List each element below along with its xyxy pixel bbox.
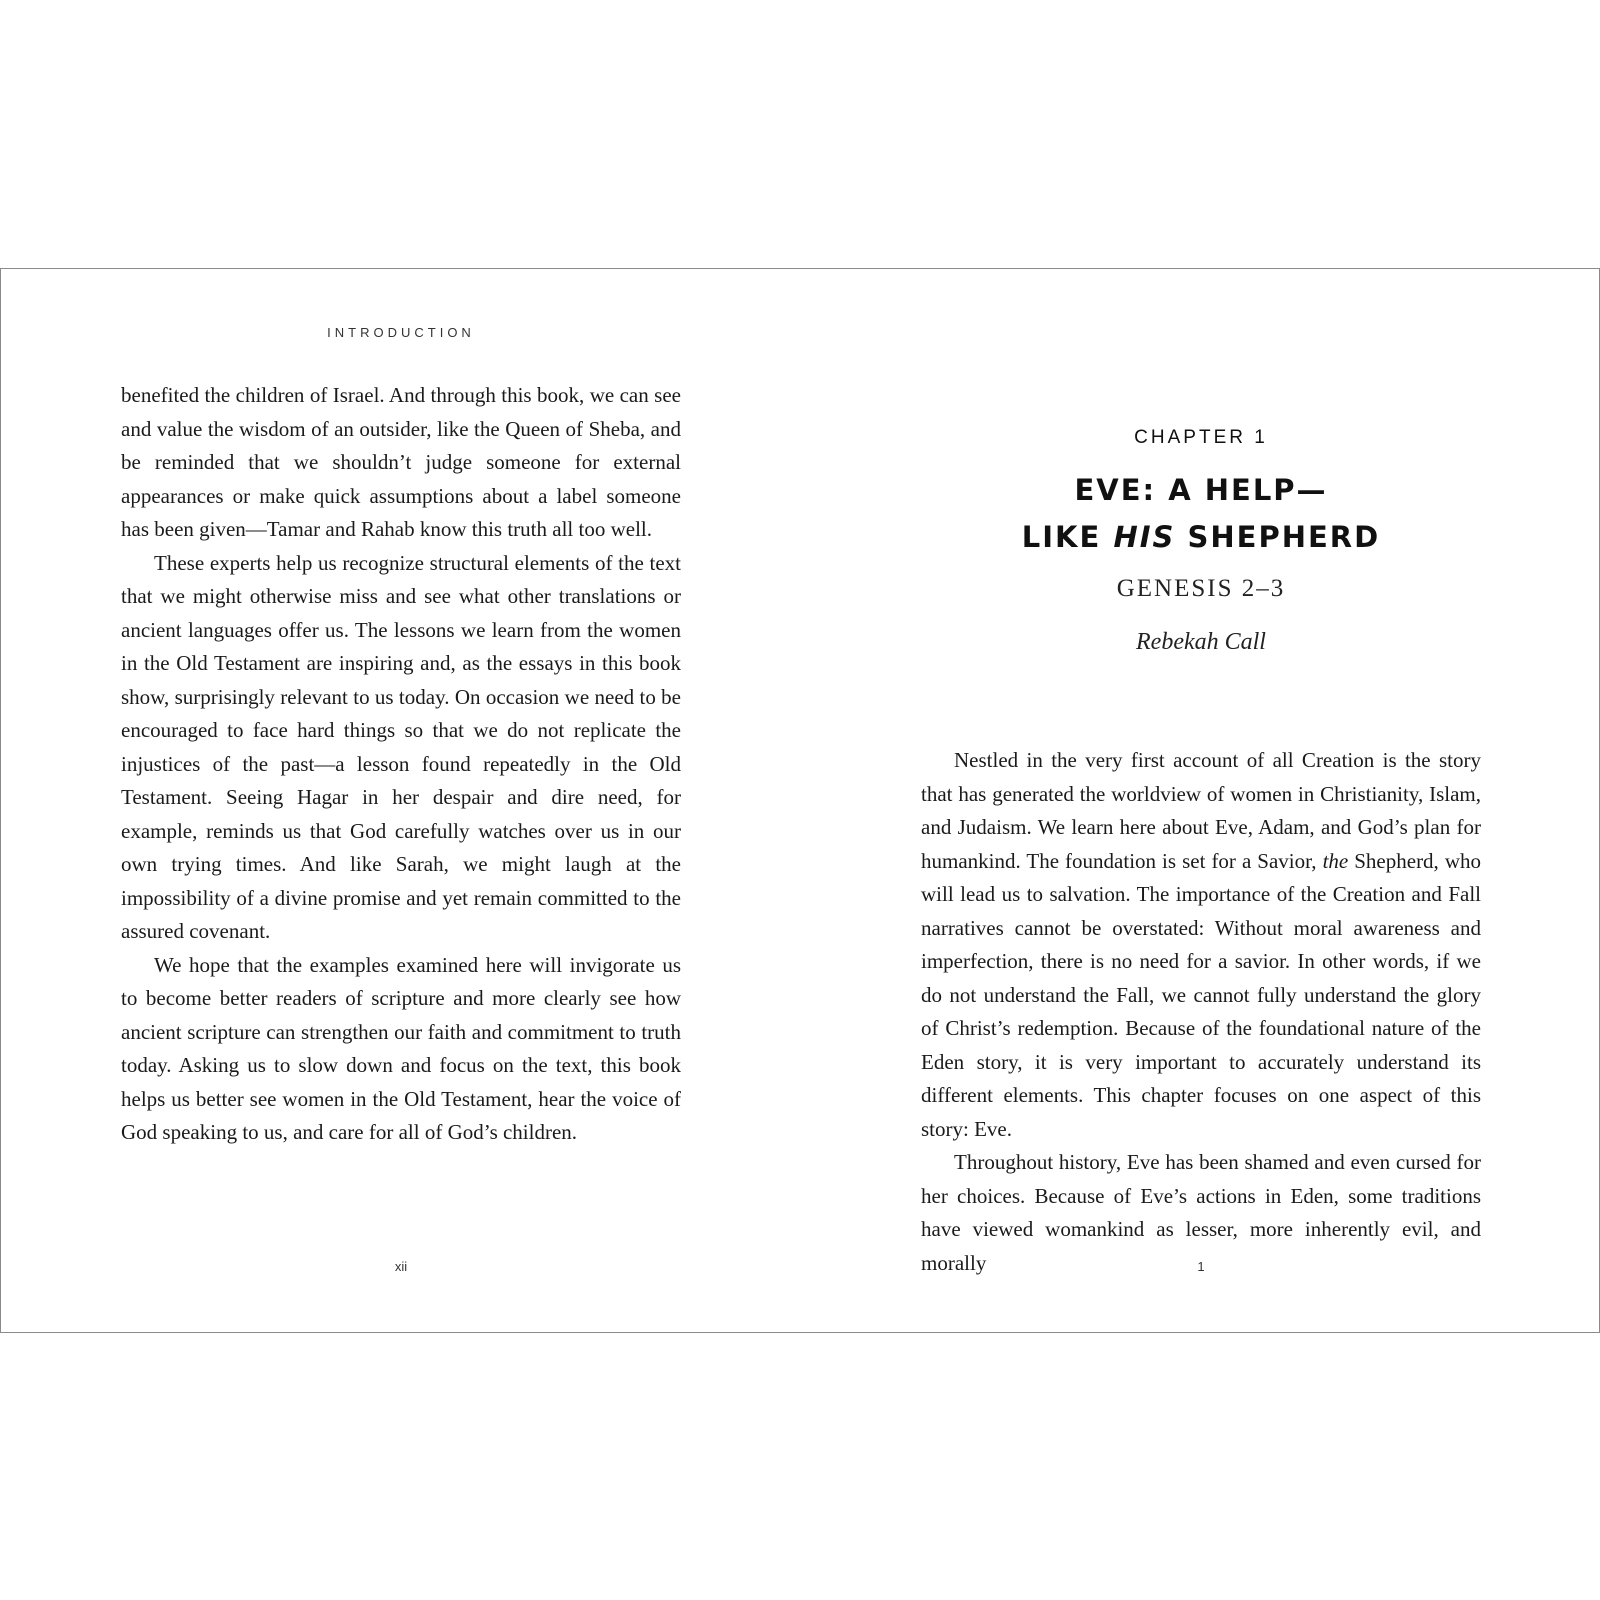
- paragraph: benefited the children of Israel. And through this book, we can see and value the wisdom of an outsider, like the Queen of Sheba, and be reminded that we shouldn’t judge someone for external appearances or make quick assumptions about a label someone has been given—Tamar and Rahab know this truth all too well.: [121, 383, 681, 541]
- right-page: [921, 269, 1481, 1332]
- running-head: INTRODUCTION: [327, 325, 475, 340]
- paragraph: We hope that the examples examined here will invigorate us to become better readers of scripture and more clearly see how ancient scripture can strengthen our faith and commitment to truth today. Asking us to slow down and focus on the text, this book helps us better see women in the Old Testament, hear the voice of God speaking to us, and care for all of God’s children.: [121, 952, 681, 1144]
- page-number: xii: [394, 1259, 408, 1274]
- paragraph: [921, 744, 1481, 1146]
- page-number: 1: [1197, 1259, 1205, 1274]
- paragraph: These experts help us recognize structural elements of the text that we might otherwise miss and see what other translations or ancient languages offer us. The lessons we learn from the women in the Old Testament are inspiring and, as the essays in this book show, surprisingly relevant to us today. On occasion we need to be encouraged to face hard things so that we do not replicate the injustices of the past—a lesson found repeatedly in the Old Testament. Seeing Hagar in her despair and dire need, for example, reminds us that God carefully watches over us in our own trying times. And like Sarah, we might laugh at the impossibility of a divine promise and yet remain committed to the assured covenant.: [121, 550, 681, 943]
- left-page: [121, 269, 681, 1332]
- paragraph-text: Nestled in the very first account of all Creation is the story that has generated the worldview of women in Christianity, Islam, and Judaism. We learn here about Eve, Adam, and God’s plan for humankind. The foundation is set for a Savior,: [921, 748, 1481, 873]
- paragraph-emphasis: the: [1322, 848, 1349, 873]
- chapter-title-line1: EVE: A HELP—: [1074, 473, 1328, 507]
- paragraph-text: Shepherd, who will lead us to salvation. The importance of the Creation and Fall narratives cannot be overstated: Without moral awareness and imperfection, there is no need for a savior. In other words, if we do not understand the Fall, we cannot fully understand the glory of Christ’s redemption. Because of the foundational nature of the Eden story, it is very important to accurately understand its different elements. This chapter focuses on one aspect of this story: Eve.: [921, 848, 1481, 1141]
- chapter-title-line2-pre: LIKE: [1021, 520, 1114, 554]
- book-spread: [0, 268, 1600, 1333]
- paragraph: Throughout history, Eve has been shamed and even cursed for her choices. Because of Eve’s actions in Eden, some traditions have viewed womankind as lesser, more inherently evil, and morally: [921, 1150, 1481, 1275]
- left-body-text: [121, 379, 681, 1150]
- chapter-title-line2-em: HIS: [1113, 520, 1176, 554]
- chapter-title: [921, 467, 1481, 561]
- chapter-label: CHAPTER 1: [1134, 427, 1268, 448]
- chapter-author: Rebekah Call: [1136, 629, 1266, 655]
- chapter-title-line2-post: SHEPHERD: [1175, 520, 1381, 554]
- chapter-scripture: GENESIS 2–3: [1116, 575, 1286, 602]
- right-body-text: [921, 744, 1481, 1280]
